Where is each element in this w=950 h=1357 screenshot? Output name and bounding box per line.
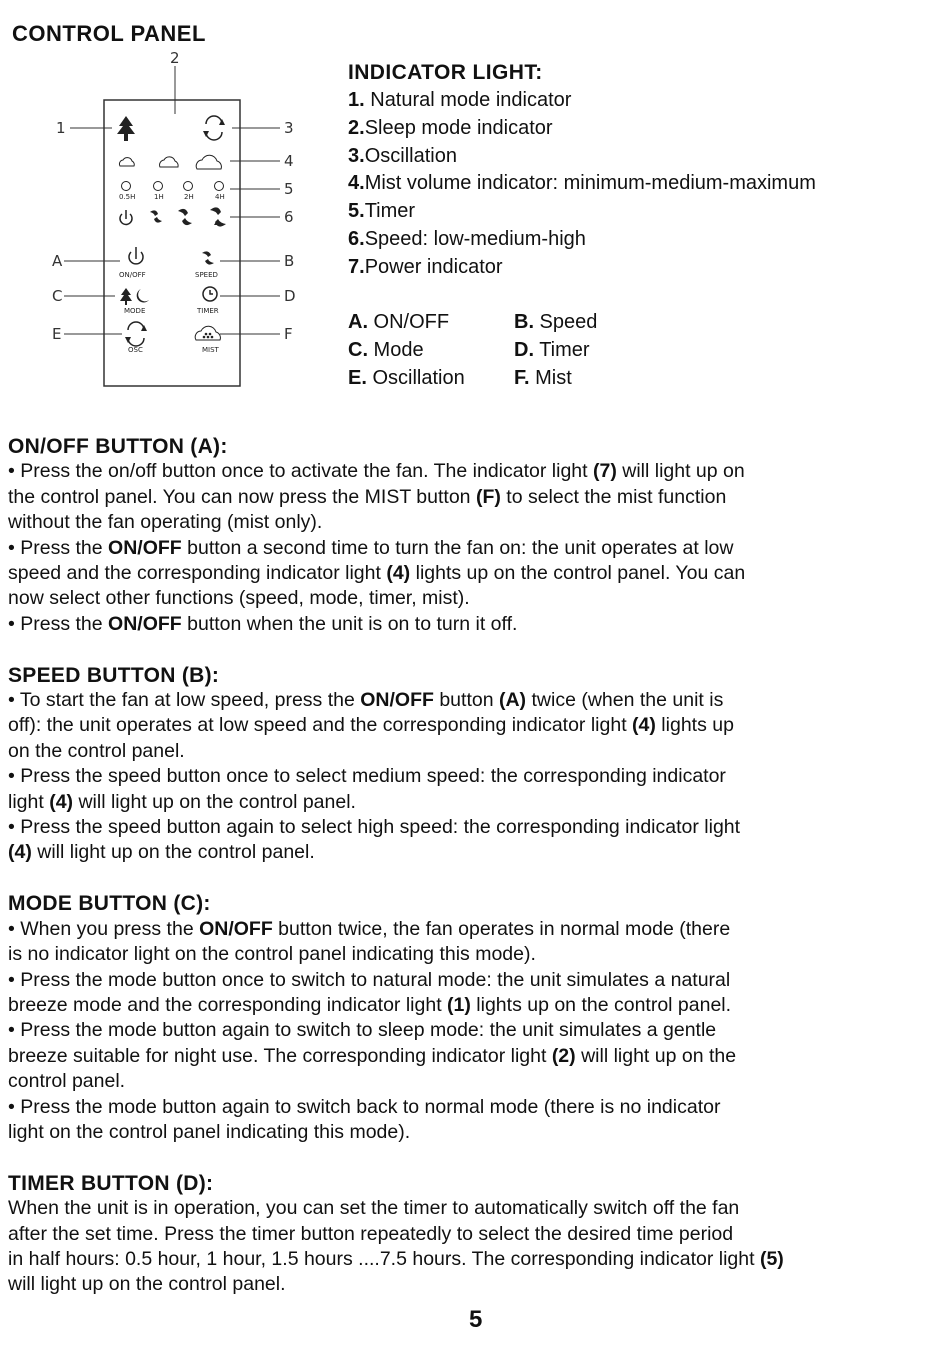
body-line — [8, 1247, 943, 1272]
control-panel-diagram — [0, 45, 330, 395]
body-line — [8, 942, 943, 967]
button-legend-left — [348, 309, 465, 392]
timer-label-1h: 1H — [154, 193, 164, 201]
text-run: lights up — [655, 714, 734, 737]
text-run: lights up on the control panel. — [470, 993, 732, 1016]
bold-reference: (5) — [759, 1247, 784, 1270]
body-line — [8, 968, 943, 993]
bold-reference: ON/OFF — [108, 536, 182, 559]
section-gap — [8, 1145, 943, 1170]
text-run: • Press the speed button once to select medium speed: the corresponding indicator — [8, 765, 726, 788]
body-line — [8, 739, 943, 764]
body-line — [8, 1069, 943, 1094]
section-title: SPEED BUTTON (B): — [8, 663, 220, 687]
body-line — [8, 459, 943, 484]
text-run: will light up on the control panel. — [8, 1273, 286, 1296]
body-line — [8, 1095, 943, 1120]
bold-reference: (F) — [475, 485, 501, 508]
button-legend-item: B. Speed — [514, 311, 598, 333]
body-line — [8, 840, 943, 865]
body-line — [8, 1044, 943, 1069]
text-run: • Press the — [8, 612, 109, 635]
onoff-button-label: ON/OFF — [119, 271, 146, 279]
indicator-legend-title: INDICATOR LIGHT: — [348, 61, 543, 84]
text-run: to select the mist function — [500, 485, 727, 508]
body-line — [8, 815, 943, 840]
body-line — [8, 1222, 943, 1247]
text-run: light on the control panel indicating this mode). — [8, 1120, 411, 1143]
body-line — [8, 612, 943, 637]
timer-button-label: TIMER — [197, 307, 219, 315]
body-line — [8, 713, 943, 738]
text-run: • Press the on/off button once to activate the fan. The indicator light — [8, 460, 593, 483]
text-run: lights up on the control panel. You can — [410, 562, 746, 585]
label-b: B — [284, 252, 295, 270]
bold-reference: (4) — [386, 562, 411, 585]
label-6: 6 — [284, 208, 294, 226]
text-run: off): the unit operates at low speed and the corresponding indicator light — [8, 714, 633, 737]
label-f: F — [284, 325, 293, 343]
text-run: When the unit is in operation, you can set the timer to automatically switch off the fan — [8, 1197, 740, 1220]
indicator-item: 1. Natural mode indicator — [348, 89, 572, 111]
body-line — [8, 1120, 943, 1145]
text-run: • To start the fan at low speed, press the — [8, 689, 361, 712]
body-line — [8, 688, 943, 713]
text-run: will light up on the control panel. — [31, 841, 315, 864]
text-run: breeze suitable for night use. The corresponding indicator light — [8, 1044, 552, 1067]
section-gap — [8, 866, 943, 891]
label-d: D — [284, 287, 296, 305]
label-3: 3 — [284, 119, 294, 137]
label-5: 5 — [284, 180, 294, 198]
panel-outline — [104, 100, 240, 386]
section-title: ON/OFF BUTTON (A): — [8, 435, 228, 458]
body-line — [8, 1018, 943, 1043]
instructions-body — [8, 434, 943, 1298]
text-run: control panel. — [8, 1070, 126, 1093]
label-e: E — [52, 325, 62, 343]
section-gap — [8, 637, 943, 662]
text-run: without the fan operating (mist only). — [8, 511, 323, 534]
text-run: • Press the speed button again to select high speed: the corresponding indicator light — [8, 816, 741, 839]
label-1: 1 — [56, 119, 66, 137]
label-4: 4 — [284, 152, 294, 170]
text-run: button a second time to turn the fan on: the unit operates at low — [181, 536, 734, 559]
section-title: TIMER BUTTON (D): — [8, 1171, 214, 1195]
speed-button-label: SPEED — [195, 271, 218, 279]
indicator-item: 7.Power indicator — [348, 255, 503, 278]
indicator-legend-list — [348, 87, 816, 282]
button-legend-item: F. Mist — [514, 366, 572, 389]
mist-button-label: MIST — [202, 346, 219, 354]
bold-reference: ON/OFF — [199, 917, 273, 940]
body-line — [8, 1272, 943, 1297]
button-legend-right — [514, 309, 597, 392]
label-a: A — [52, 252, 63, 270]
body-line — [8, 1196, 943, 1221]
timer-label-4h: 4H — [215, 193, 225, 201]
indicator-item: 3.Oscillation — [348, 144, 457, 167]
bold-reference: (4) — [8, 841, 32, 864]
body-line — [8, 536, 943, 561]
text-run: now select other functions (speed, mode, timer, mist). — [8, 587, 470, 610]
body-line — [8, 790, 943, 815]
body-line — [8, 917, 943, 942]
text-run: on the control panel. — [8, 739, 185, 762]
text-run: • Press the mode button once to switch to natural mode: the unit simulates a natural — [8, 968, 731, 991]
text-run: • Press the mode button again to switch back to normal mode (there is no indicator — [8, 1095, 721, 1118]
text-run: will light up on the control panel. — [73, 790, 356, 813]
indicator-item: 6.Speed: low-medium-high — [348, 227, 586, 250]
bold-reference: ON/OFF — [360, 689, 434, 712]
indicator-item: 4.Mist volume indicator: minimum-medium-maximum — [348, 172, 816, 195]
body-line — [8, 764, 943, 789]
bold-reference: ON/OFF — [108, 612, 182, 635]
page-title: CONTROL PANEL — [12, 21, 206, 46]
body-line — [8, 586, 943, 611]
mode-button-label: MODE — [124, 307, 146, 315]
indicator-item: 2.Sleep mode indicator — [348, 116, 553, 139]
body-line — [8, 485, 943, 510]
text-run: button twice, the fan operates in normal mode (there — [272, 917, 731, 940]
body-line — [8, 993, 943, 1018]
text-run: • When you press the — [8, 917, 200, 940]
text-run: button — [433, 689, 499, 712]
indicator-item: 5.Timer — [348, 200, 416, 223]
button-legend-item: A. ON/OFF — [348, 311, 450, 333]
text-run: light — [8, 790, 50, 813]
text-run: in half hours: 0.5 hour, 1 hour, 1.5 hours ....7.5 hours. The corresponding indicator light — [8, 1247, 760, 1270]
text-run: the control panel. You can now press the MIST button — [8, 485, 476, 508]
text-run: twice (when the unit is — [526, 689, 724, 712]
text-run: will light up on — [616, 460, 745, 483]
text-run: is no indicator light on the control panel indicating this mode). — [8, 943, 536, 966]
section-title: MODE BUTTON (C): — [8, 892, 211, 916]
bold-reference: (2) — [551, 1044, 576, 1067]
bold-reference: (4) — [49, 790, 74, 813]
text-run: speed and the corresponding indicator light — [8, 562, 387, 585]
text-run: will light up on the — [575, 1044, 737, 1067]
timer-label-2h: 2H — [184, 193, 194, 201]
bold-reference: (7) — [592, 460, 617, 483]
text-run: button when the unit is on to turn it off. — [181, 612, 518, 635]
text-run: • Press the mode button again to switch to sleep mode: the unit simulates a gentle — [8, 1019, 717, 1042]
body-line — [8, 561, 943, 586]
button-legend-item: E. Oscillation — [348, 366, 465, 389]
bold-reference: (1) — [447, 993, 471, 1016]
body-line — [8, 510, 943, 535]
button-legend-item: C. Mode — [348, 338, 424, 361]
text-run: • Press the — [8, 536, 109, 559]
bold-reference: (4) — [632, 714, 656, 737]
bold-reference: (A) — [498, 689, 527, 712]
label-c: C — [52, 287, 63, 305]
timer-label-05h: 0.5H — [119, 193, 136, 201]
button-legend-item: D. Timer — [514, 338, 590, 361]
label-2: 2 — [170, 49, 180, 67]
page-number: 5 — [469, 1306, 483, 1333]
text-run: breeze mode and the corresponding indicator light — [8, 993, 448, 1016]
text-run: after the set time. Press the timer button repeatedly to select the desired time period — [8, 1222, 734, 1245]
osc-button-label: OSC — [128, 346, 143, 354]
